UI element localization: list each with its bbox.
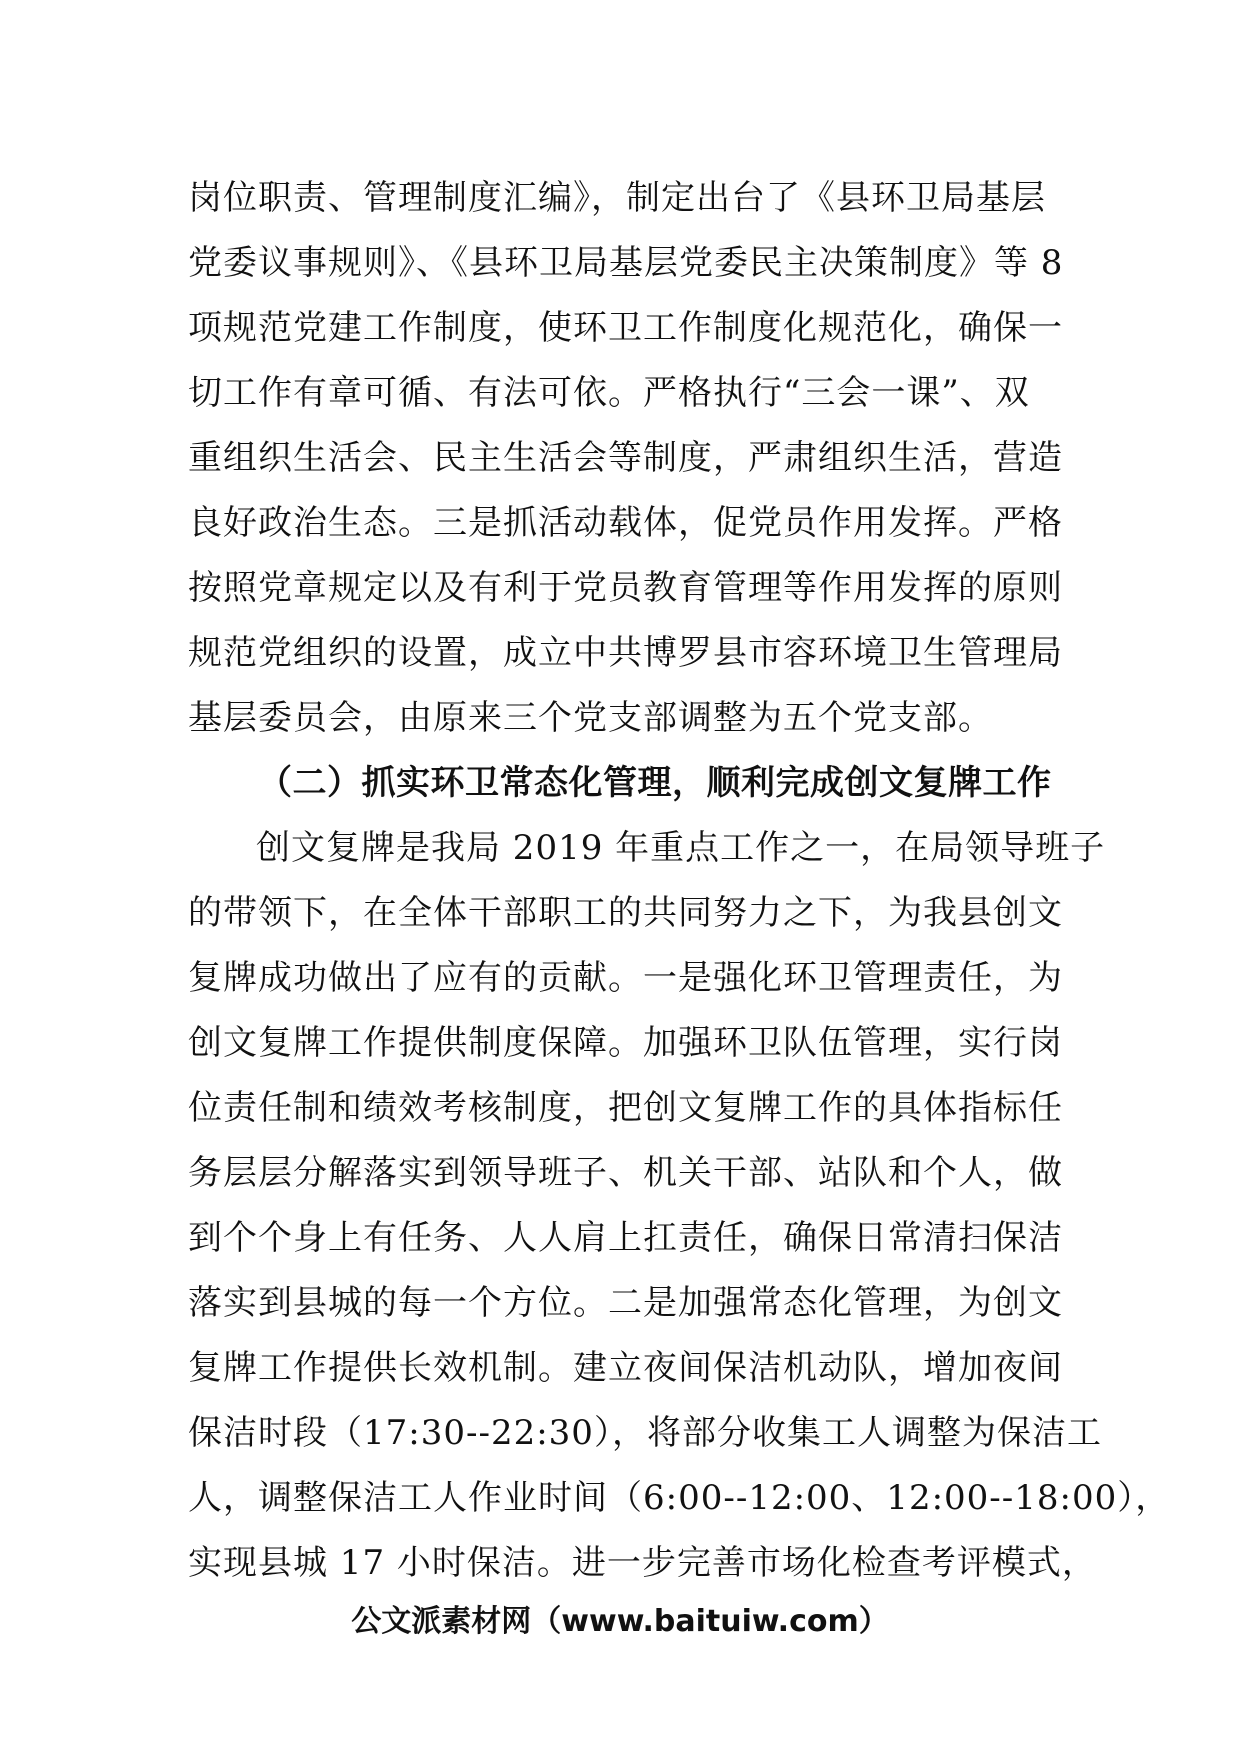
paragraph-line: 按照党章规定以及有利于党员教育管理等作用发挥的原则 xyxy=(188,568,1063,608)
footer-watermark: 公文派素材网（www.baituiw.com） xyxy=(351,1604,889,1639)
paragraph-line: 党委议事规则》、《县环卫局基层党委民主决策制度》等 8 xyxy=(188,243,1064,283)
body-text xyxy=(188,166,1171,1596)
paragraph-line: 重组织生活会、民主生活会等制度，严肃组织生活，营造 xyxy=(188,438,1063,478)
paragraph-line: 项规范党建工作制度，使环卫工作制度化规范化，确保一 xyxy=(188,308,1063,348)
paragraph-line: 规范党组织的设置，成立中共博罗县市容环境卫生管理局 xyxy=(188,633,1063,673)
paragraph-line: 实现县城 17 小时保洁。进一步完善市场化检查考评模式， xyxy=(188,1543,1097,1583)
paragraph-line: 落实到县城的每一个方位。二是加强常态化管理，为创文 xyxy=(188,1283,1063,1323)
paragraph-line: 良好政治生态。三是抓活动载体，促党员作用发挥。严格 xyxy=(188,503,1063,543)
paragraph-line: 的带领下，在全体干部职工的共同努力之下，为我县创文 xyxy=(188,893,1063,933)
paragraph-line: 切工作有章可循、有法可依。严格执行“三会一课”、双 xyxy=(188,373,1030,413)
paragraph-line: 创文复牌是我局 2019 年重点工作之一，在局领导班子 xyxy=(256,828,1106,868)
section-heading: （二）抓实环卫常态化管理，顺利完成创文复牌工作 xyxy=(258,763,1052,803)
paragraph-line: 基层委员会，由原来三个党支部调整为五个党支部。 xyxy=(188,698,993,738)
paragraph-line: 复牌工作提供长效机制。建立夜间保洁机动队，增加夜间 xyxy=(188,1348,1063,1388)
paragraph-line: 到个个身上有任务、人人肩上扛责任，确保日常清扫保洁 xyxy=(188,1218,1063,1258)
paragraph-line: 创文复牌工作提供制度保障。加强环卫队伍管理，实行岗 xyxy=(188,1023,1063,1063)
paragraph-line: 岗位职责、管理制度汇编》，制定出台了《县环卫局基层 xyxy=(188,178,1046,218)
paragraph-line: 复牌成功做出了应有的贡献。一是强化环卫管理责任，为 xyxy=(188,958,1063,998)
paragraph-line: 保洁时段（17:30--22:30），将部分收集工人调整为保洁工 xyxy=(188,1413,1102,1453)
paragraph-line: 位责任制和绩效考核制度，把创文复牌工作的具体指标任 xyxy=(188,1088,1063,1128)
paragraph-line: 务层层分解落实到领导班子、机关干部、站队和个人，做 xyxy=(188,1153,1063,1193)
paragraph-line: 人，调整保洁工人作业时间（6:00--12:00、12:00--18:00）， xyxy=(188,1478,1171,1518)
